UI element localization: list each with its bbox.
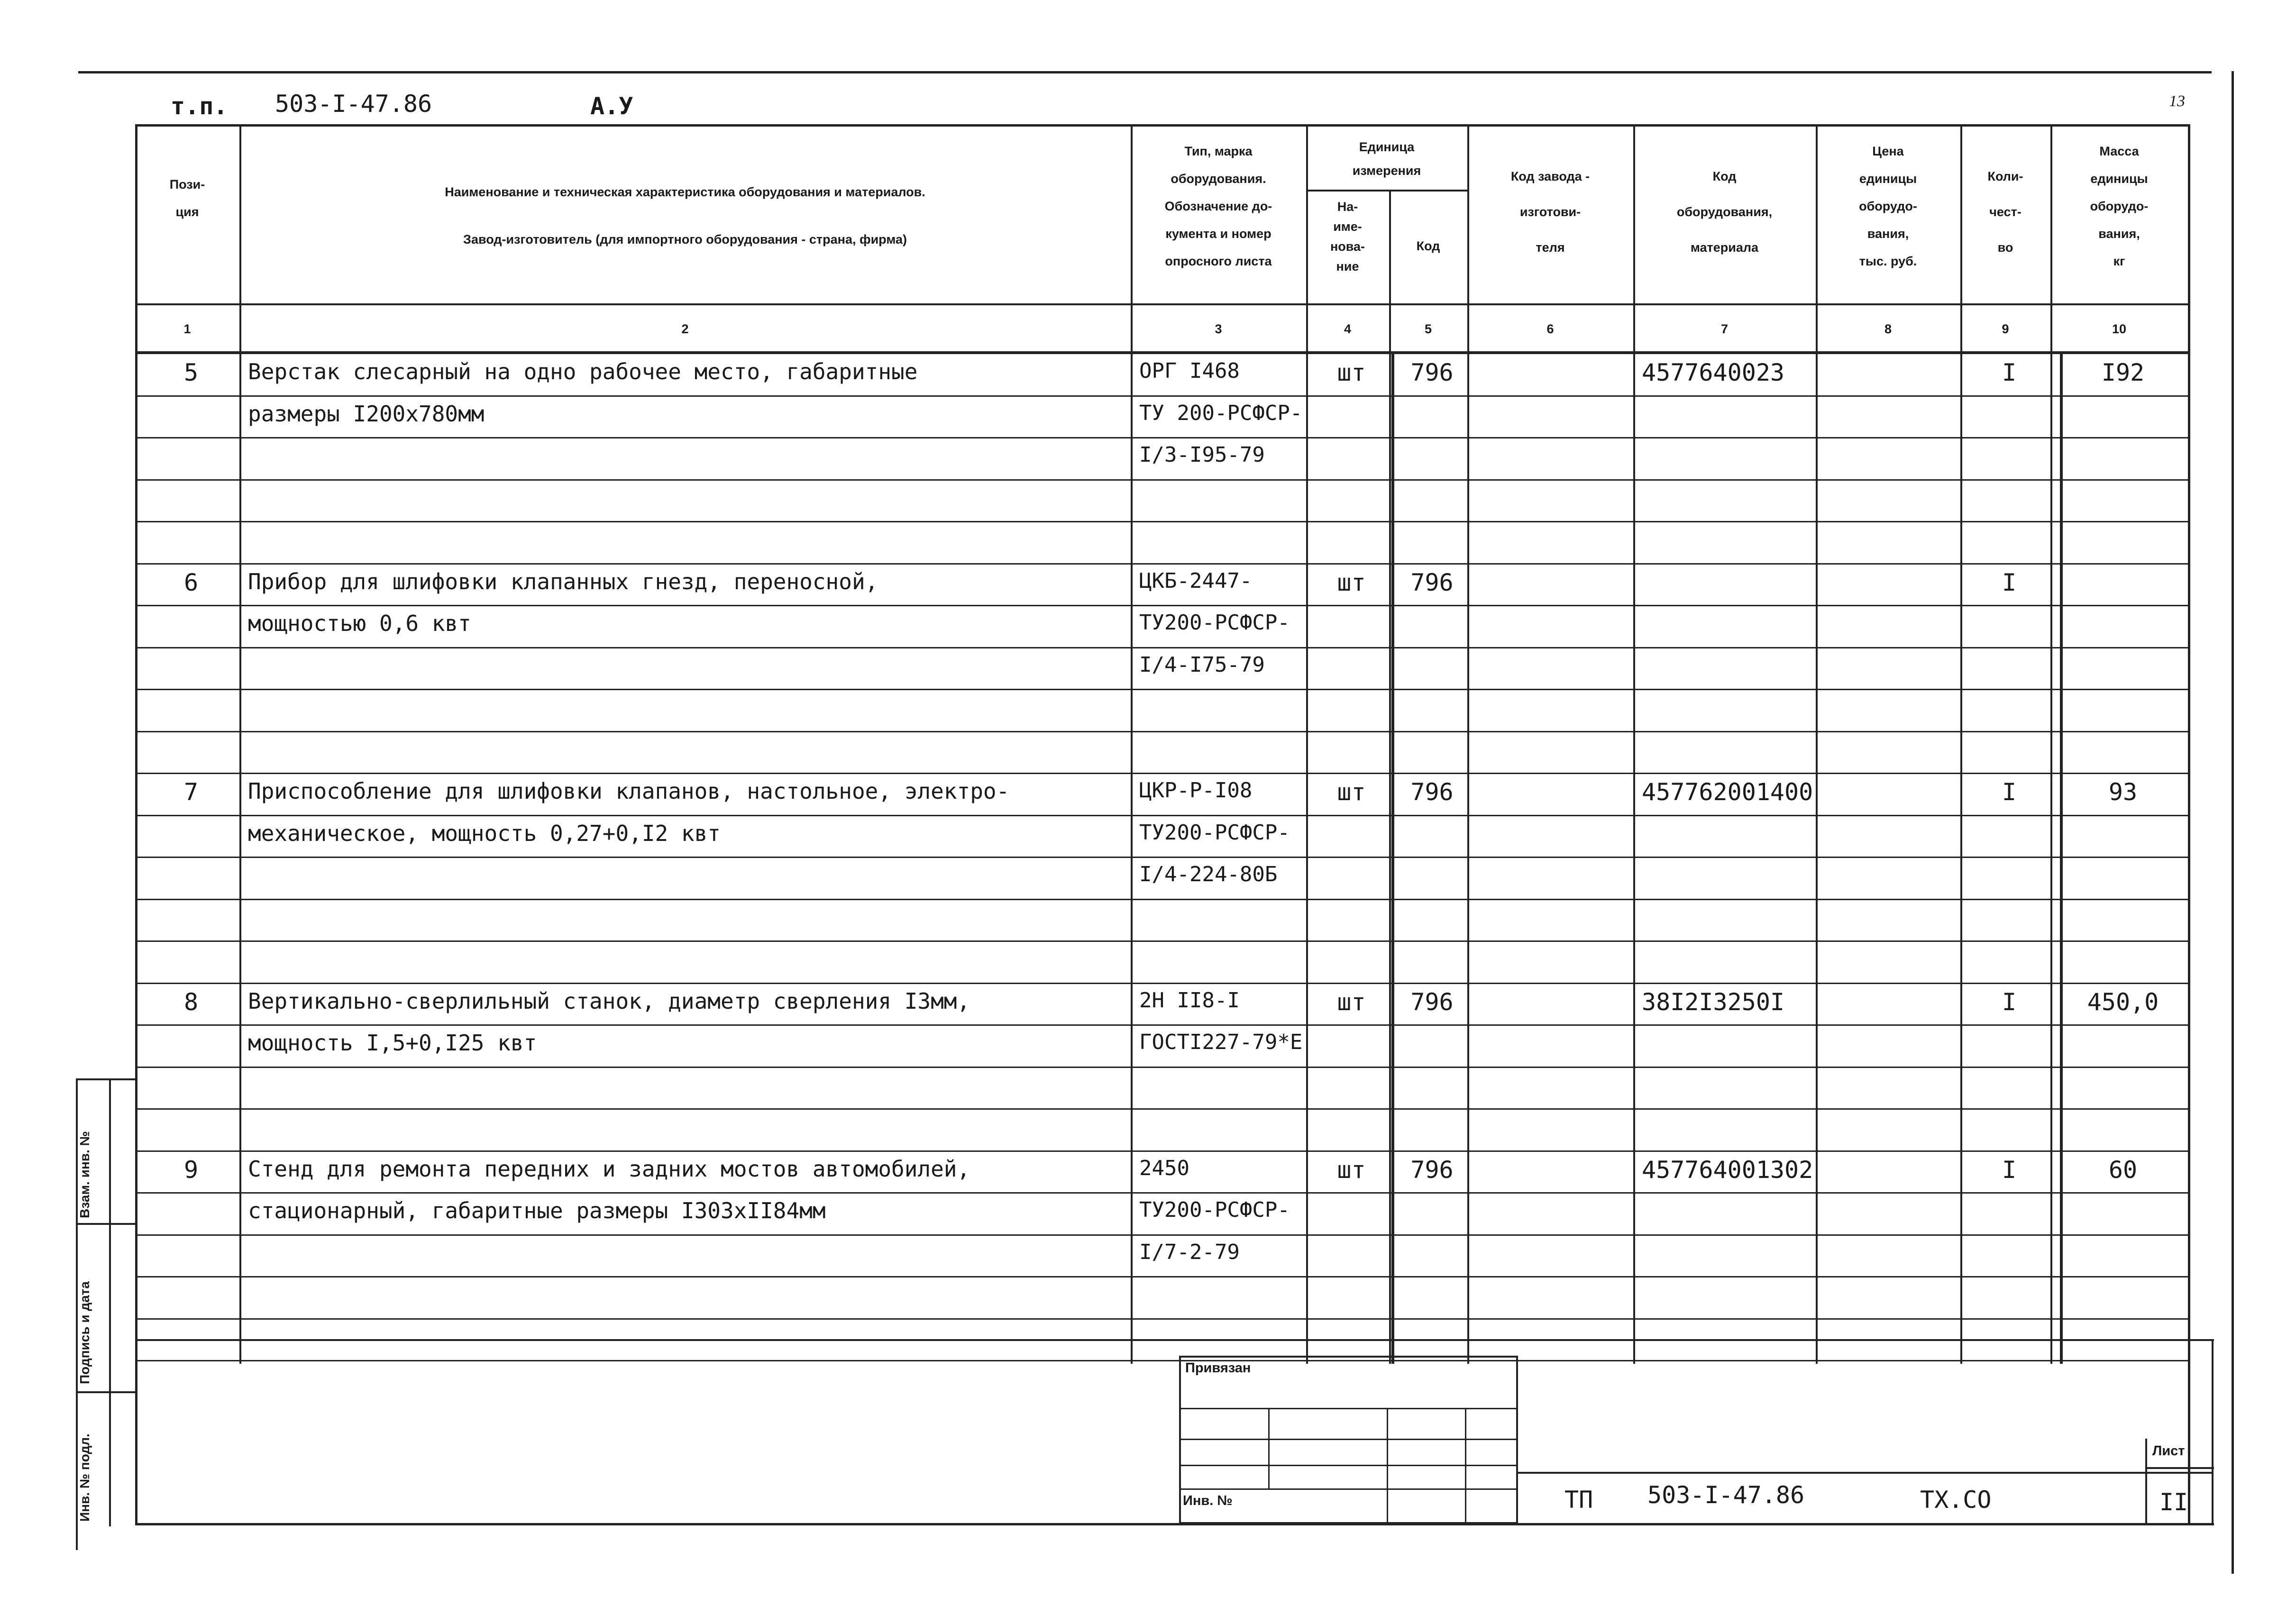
bound-row-4 — [1179, 1488, 1518, 1490]
side-label-sign: Подпись и дата — [77, 1281, 92, 1384]
table-row-line — [135, 605, 2188, 606]
col-line-6 — [1633, 124, 1635, 1364]
stamp-row-line — [1518, 1472, 2213, 1474]
header-unit-code: Код — [1416, 239, 1440, 253]
table-cell: Вертикально-сверлильный станок, диаметр сверления I3мм, — [248, 988, 970, 1014]
col-number: 1 — [183, 322, 191, 336]
tp-label: т.п. — [171, 92, 228, 120]
table-row-line — [135, 940, 2188, 942]
col-line-2 — [1131, 124, 1133, 1364]
stamp-doc-suffix: ТХ.СО — [1920, 1486, 1992, 1514]
side-sep-1 — [76, 1078, 137, 1080]
table-top — [135, 124, 2188, 127]
header-bottom-line — [135, 303, 2188, 305]
table-cell: 4577640023 — [1642, 359, 1785, 386]
col-number: 2 — [681, 322, 689, 336]
table-cell: 60 — [2108, 1156, 2138, 1184]
col-line-4 — [1389, 190, 1391, 1364]
side-sep-2 — [76, 1223, 137, 1225]
table-row-line — [135, 437, 2188, 438]
table-cell: I — [2002, 359, 2017, 386]
table-cell: 796 — [1410, 359, 1454, 386]
page-mark: 13 — [2169, 92, 2185, 110]
sheet-box-left — [2145, 1439, 2147, 1524]
colnum-bottom-line — [135, 351, 2188, 354]
table-cell: 796 — [1410, 1156, 1454, 1184]
table-row-line — [135, 1150, 2188, 1152]
sheet-box-mid — [2145, 1467, 2214, 1469]
col-number: 3 — [1215, 322, 1222, 336]
header-price: Цена единицы оборудо- вания, тыс. руб. — [1859, 144, 1917, 268]
header-pos: Пози- ция — [169, 177, 205, 219]
top-border-line — [78, 71, 2212, 73]
table-cell: Стенд для ремонта передних и задних мостов автомобилей, — [248, 1156, 970, 1182]
table-cell: ГОСТI227-79*Е — [1139, 1030, 1303, 1054]
table-cell: ТУ200-РСФСР- — [1139, 611, 1290, 635]
col-number: 4 — [1344, 322, 1352, 336]
header-equip-code: Код оборудования, материала — [1676, 169, 1773, 255]
table-bottom — [135, 1523, 2214, 1525]
unit-col-heavy-line — [1391, 353, 1394, 1364]
header-unit-group: Единица измерения — [1352, 140, 1421, 178]
inv-label: Инв. № — [1183, 1493, 1233, 1508]
table-cell: шт — [1337, 359, 1366, 386]
table-row-line — [135, 899, 2188, 900]
table-cell: 796 — [1410, 778, 1454, 806]
table-cell: I — [2002, 778, 2017, 806]
table-cell: механическое, мощность 0,27+0,I2 квт — [248, 820, 721, 846]
col-number: 9 — [2002, 322, 2009, 336]
table-cell: шт — [1337, 778, 1366, 806]
table-row-line — [135, 689, 2188, 690]
table-cell: I — [2002, 988, 2017, 1016]
qty-col-heavy-line — [2060, 353, 2063, 1364]
table-cell: 5 — [183, 359, 199, 386]
col-line-9 — [2050, 124, 2052, 1364]
table-cell: ОРГ I468 — [1139, 359, 1240, 383]
col-number: 6 — [1546, 322, 1554, 336]
table-cell: I — [2002, 568, 2017, 596]
table-cell: I/4-224-80Б — [1139, 862, 1278, 886]
side-label-replace: Взам. инв. № — [77, 1131, 92, 1218]
sheet-number: II — [2159, 1488, 2188, 1516]
table-row-line — [135, 983, 2188, 984]
table-cell: ТУ200-РСФСР- — [1139, 1198, 1290, 1222]
table-cell: ЦКБ-2447- — [1139, 568, 1253, 593]
col-line-3 — [1306, 124, 1308, 1364]
bound-col-1 — [1268, 1408, 1270, 1488]
bound-col-2 — [1387, 1408, 1388, 1524]
table-cell: 6 — [183, 568, 199, 596]
table-cell: I/7-2-79 — [1139, 1240, 1240, 1264]
table-row-line — [135, 1360, 2188, 1361]
table-row-line — [135, 647, 2188, 648]
table-row-line — [135, 1067, 2188, 1068]
sheet-label: Лист — [2152, 1443, 2185, 1459]
table-cell: 93 — [2108, 778, 2138, 806]
stamp-tp: ТП — [1564, 1486, 1593, 1514]
table-row-line — [135, 1192, 2188, 1194]
table-cell: 796 — [1410, 568, 1454, 596]
table-cell: ТУ 200-РСФСР- — [1139, 401, 1303, 425]
header-factory-code: Код завода - изготови- теля — [1510, 169, 1590, 255]
table-cell: мощность I,5+0,I25 квт — [248, 1030, 537, 1056]
table-cell: шт — [1337, 1156, 1366, 1184]
table-cell: Прибор для шлифовки клапанных гнезд, переносной, — [248, 568, 878, 594]
bound-row-3 — [1179, 1465, 1518, 1466]
header-name: Наименование и техническая характеристика оборудования и материалов. Завод-изготовитель (для импортного оборудования - страна, фирма) — [445, 185, 925, 246]
table-row-line — [135, 1024, 2188, 1026]
table-cell: ЦКР-Р-I08 — [1139, 778, 1253, 803]
header-type: Тип, марка оборудования. Обозначение до- кумента и номер опросного листа — [1164, 144, 1272, 268]
bound-col-3 — [1465, 1408, 1466, 1524]
header-mass: Масса единицы оборудо- вания, кг — [2090, 144, 2149, 268]
stamp-doc-code: 503-I-47.86 — [1647, 1481, 1805, 1509]
col-number: 10 — [2112, 322, 2127, 336]
table-row-line — [135, 1276, 2188, 1277]
table-row-line — [135, 815, 2188, 816]
table-cell: 2450 — [1139, 1156, 1189, 1180]
col-line-5 — [1467, 124, 1469, 1364]
table-right — [2188, 124, 2190, 1525]
table-cell: Верстак слесарный на одно рабочее место, габаритные — [248, 359, 918, 384]
header-qty: Коли- чест- во — [1987, 169, 2023, 255]
table-cell: 457762001400 — [1642, 778, 1813, 806]
table-cell: 38I2I3250I — [1642, 988, 1785, 1016]
left-margin-line — [76, 1522, 78, 1550]
header-unit-name: На- име- нова- ние — [1330, 200, 1365, 274]
table-cell: размеры I200х780мм — [248, 401, 485, 427]
table-cell: 796 — [1410, 988, 1454, 1016]
table-cell: шт — [1337, 988, 1366, 1016]
table-row-line — [135, 1318, 2188, 1320]
stamp-hline-main — [137, 1339, 2214, 1341]
table-row-line — [135, 395, 2188, 397]
table-row-line — [135, 479, 2188, 481]
col-line-7 — [1816, 124, 1818, 1364]
table-row-line — [135, 1108, 2188, 1110]
bound-row-2 — [1179, 1439, 1518, 1440]
table-row-line — [135, 773, 2188, 774]
col-line-8 — [1960, 124, 1962, 1364]
side-sep-3 — [76, 1391, 137, 1393]
side-label-inv: Инв. № подл. — [77, 1433, 92, 1522]
col-line-1 — [239, 124, 241, 1364]
col-number: 8 — [1884, 322, 1892, 336]
bound-label: Привязан — [1185, 1360, 1251, 1376]
table-cell: Приспособление для шлифовки клапанов, настольное, электро- — [248, 778, 1010, 804]
table-row-line — [135, 857, 2188, 858]
table-cell: 7 — [183, 778, 199, 806]
table-cell: I92 — [2101, 359, 2145, 386]
table-cell: ТУ200-РСФСР- — [1139, 820, 1290, 845]
bound-row-1 — [1179, 1408, 1518, 1409]
stamp-right-line — [2212, 1339, 2214, 1524]
unit-group-split — [1306, 190, 1467, 192]
table-cell: 450,0 — [2087, 988, 2159, 1016]
table-cell: 8 — [183, 988, 199, 1016]
table-cell: 2Н II8-I — [1139, 988, 1240, 1013]
table-cell: I/3-I95-79 — [1139, 443, 1265, 467]
table-cell: I/4-I75-79 — [1139, 652, 1265, 677]
col-number: 5 — [1424, 322, 1432, 336]
side-column-left — [109, 1078, 111, 1526]
table-row-line — [135, 731, 2188, 732]
table-cell: мощностью 0,6 квт — [248, 611, 471, 636]
table-row-line — [135, 563, 2188, 565]
page-right-line — [2232, 71, 2234, 1574]
table-cell: стационарный, габаритные размеры I303хII84мм — [248, 1198, 826, 1223]
table-cell: 457764001302 — [1642, 1156, 1813, 1184]
table-cell: 9 — [183, 1156, 199, 1184]
table-cell: I — [2002, 1156, 2017, 1184]
doc-code: 503-I-47.86 — [275, 90, 432, 118]
section-mark: А.У — [590, 92, 633, 120]
col-number: 7 — [1720, 322, 1729, 336]
table-row-line — [135, 521, 2188, 522]
table-row-line — [135, 1234, 2188, 1236]
table-cell: шт — [1337, 568, 1366, 596]
